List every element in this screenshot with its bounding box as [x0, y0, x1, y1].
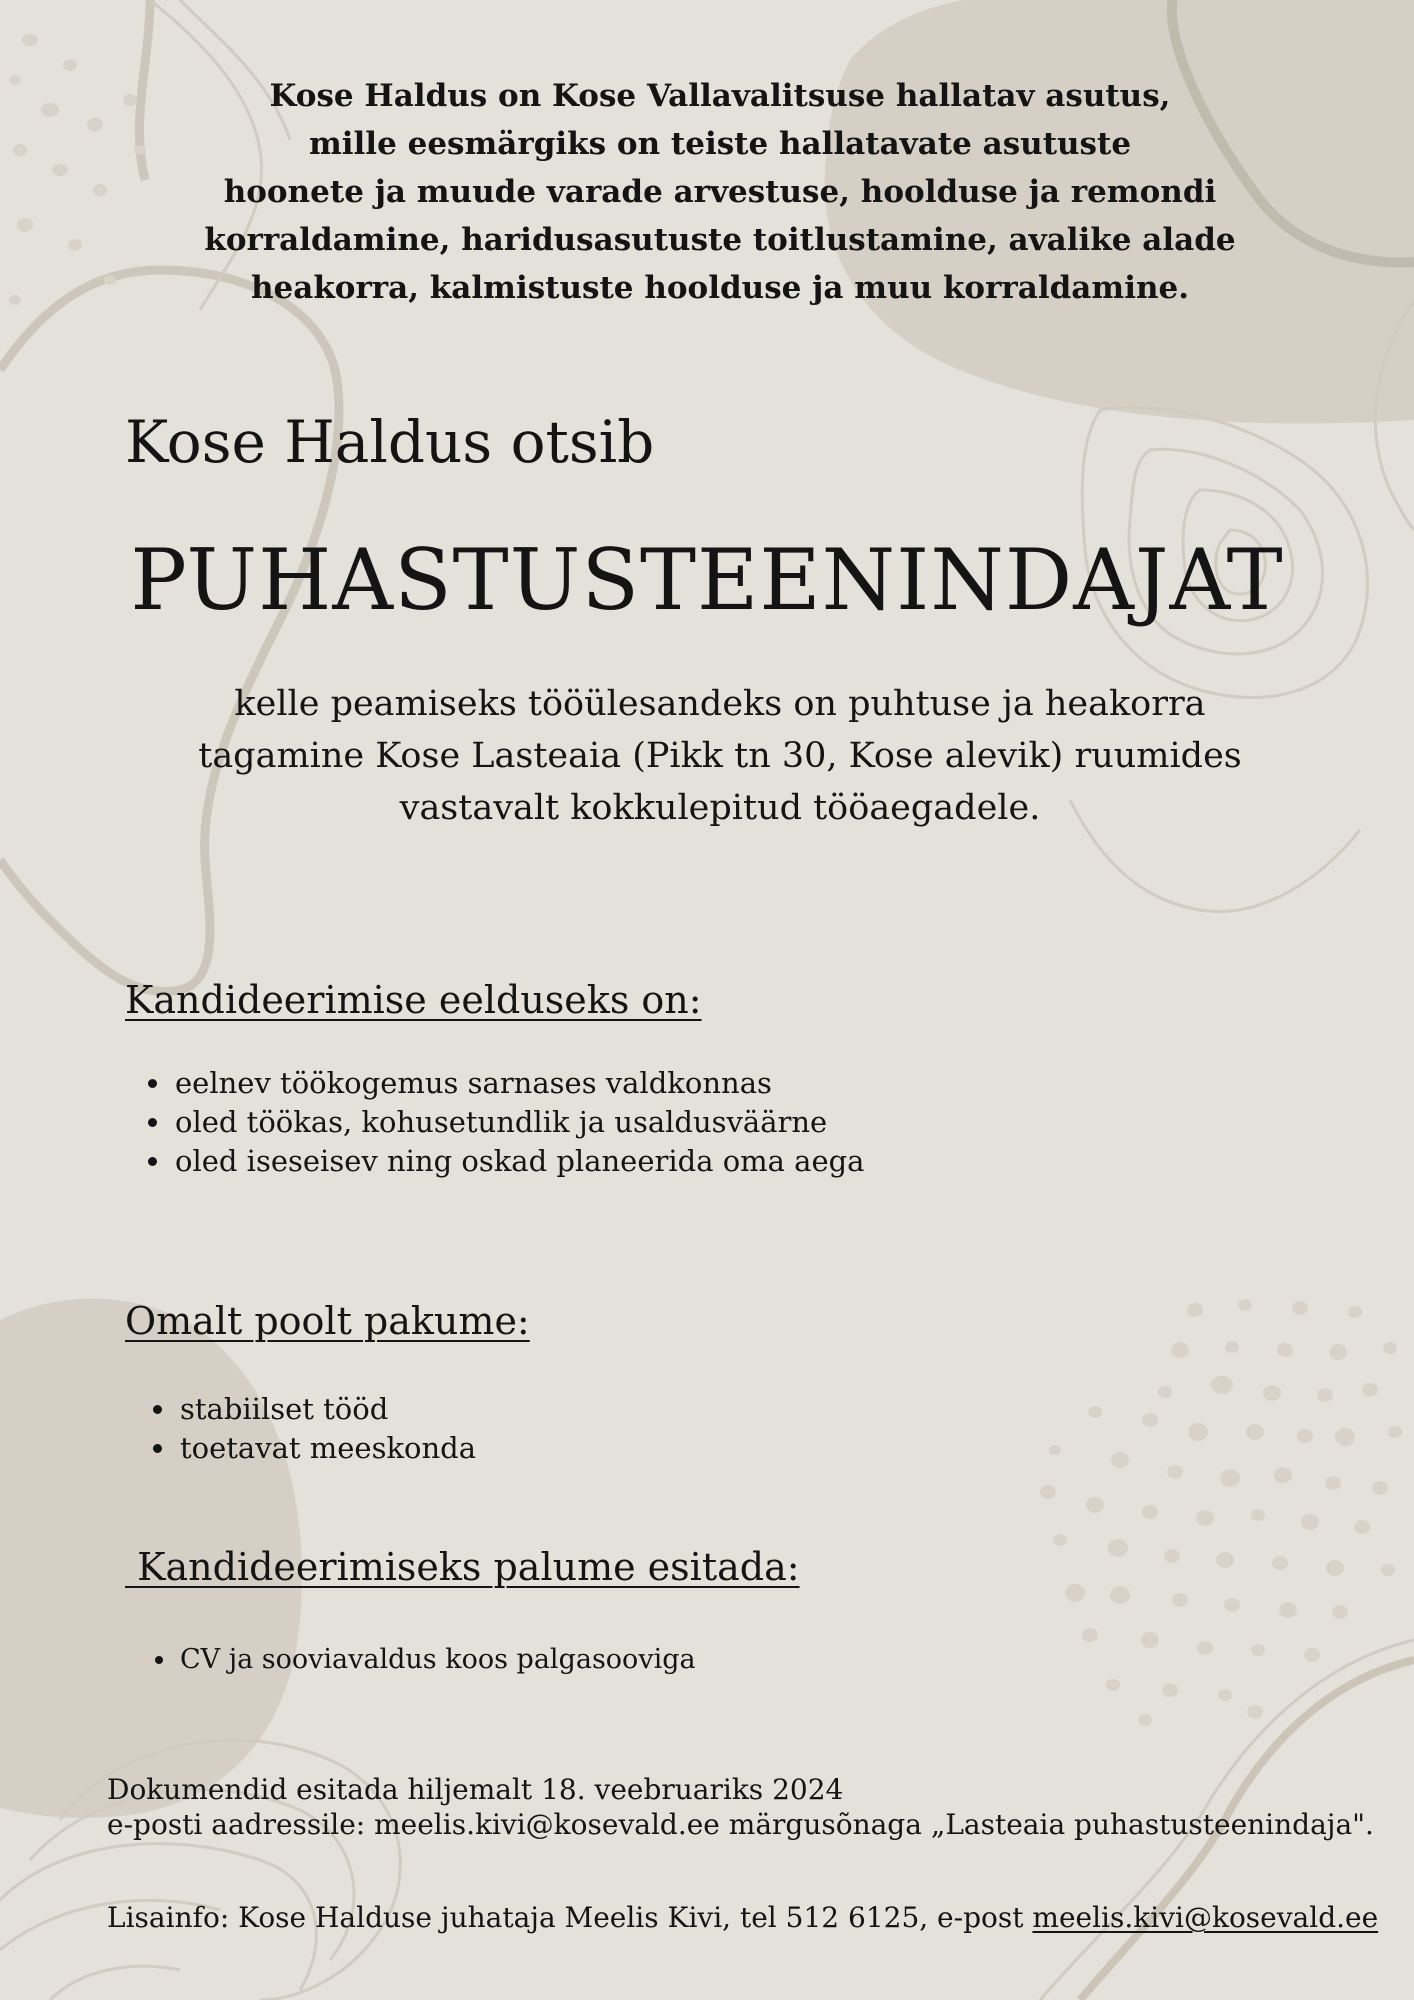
offer-title: Omalt poolt pakume: — [125, 1299, 530, 1343]
list-item: • eelnev töökogemus sarnases valdkonnas — [173, 1064, 864, 1103]
job-description — [150, 678, 1290, 834]
contact-info — [107, 1900, 1378, 1935]
offer-list — [130, 1390, 476, 1468]
deadline-info — [107, 1772, 1374, 1842]
subtitle: Kose Haldus otsib — [125, 408, 655, 476]
list-item: • CV ja sooviavaldus koos palgasooviga — [178, 1640, 696, 1679]
top-left-dots — [9, 34, 146, 305]
job-title-headline: PUHASTUSTEENINDAJAT — [130, 531, 1284, 629]
bottom-right-dots — [1040, 1299, 1402, 1726]
description-line: tagamine Kose Lasteaia (Pikk tn 30, Kose alevik) ruumides — [198, 736, 1242, 776]
contact-email-link[interactable]: meelis.kivi@kosevald.ee — [1032, 1901, 1379, 1934]
list-item: • oled töökas, kohusetundlik ja usaldusväärne — [173, 1103, 864, 1142]
description-line: kelle peamiseks tööülesandeks on puhtuse ja heakorra — [234, 684, 1206, 724]
list-item: • toetavat meeskonda — [178, 1429, 476, 1468]
submission-email-line: e-posti aadressile: meelis.kivi@kosevald.ee märgusõnaga „Lasteaia puhastusteenindaja". — [107, 1808, 1374, 1841]
apply-title: Kandideerimiseks palume esitada: — [125, 1545, 800, 1589]
requirements-list — [125, 1064, 864, 1181]
apply-list — [130, 1640, 696, 1679]
intro-paragraph — [160, 72, 1280, 312]
intro-line: korraldamine, haridusasutuste toitlustamine, avalike alade — [204, 222, 1236, 258]
deadline-line: Dokumendid esitada hiljemalt 18. veebruariks 2024 — [107, 1773, 844, 1806]
intro-line: hoonete ja muude varade arvestuse, hoolduse ja remondi — [223, 174, 1217, 210]
list-item: • oled iseseisev ning oskad planeerida oma aega — [173, 1142, 864, 1181]
list-item: • stabiilset tööd — [178, 1390, 476, 1429]
intro-line: mille eesmärgiks on teiste hallatavate asutuste — [308, 126, 1132, 162]
intro-line: heakorra, kalmistuste hoolduse ja muu korraldamine. — [250, 270, 1190, 306]
contact-prefix: Lisainfo: Kose Halduse juhataja Meelis Kivi, tel 512 6125, e-post — [107, 1901, 1033, 1934]
requirements-title: Kandideerimise eelduseks on: — [125, 978, 702, 1022]
intro-line: Kose Haldus on Kose Vallavalitsuse hallatav asutus, — [269, 78, 1171, 114]
description-line: vastavalt kokkulepitud tööaegadele. — [399, 788, 1041, 828]
